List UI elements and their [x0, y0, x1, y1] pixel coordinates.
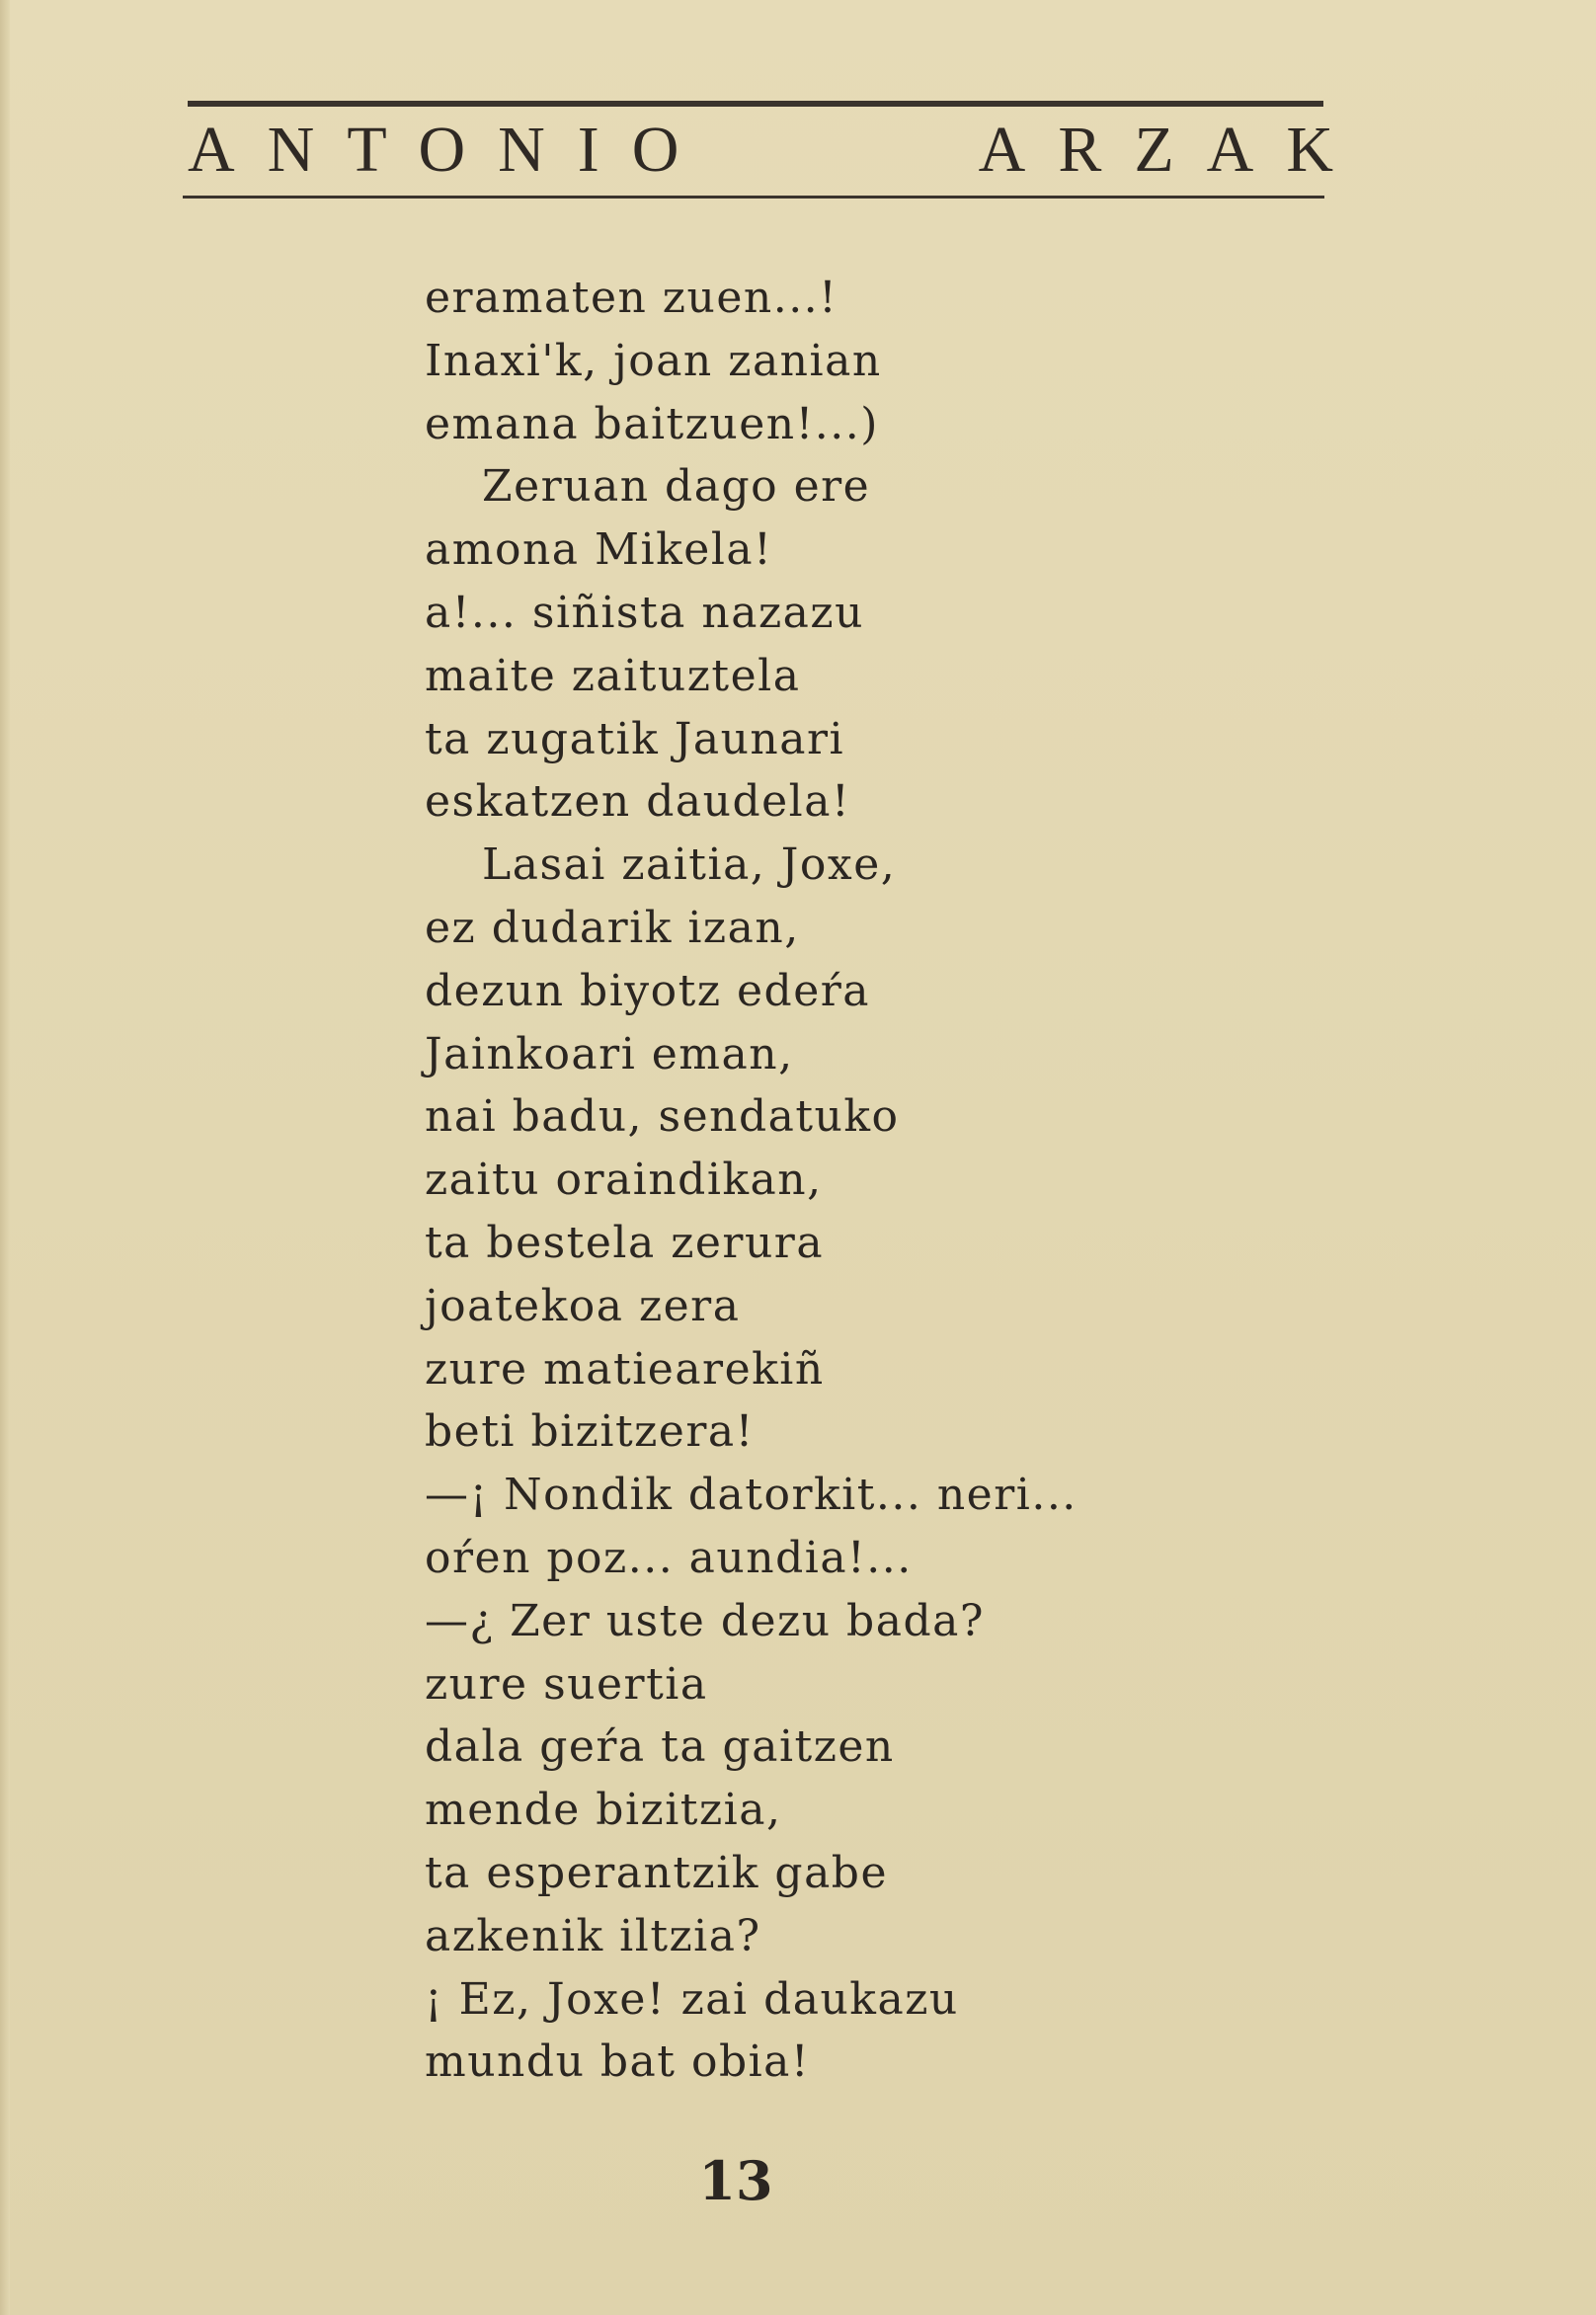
poem-line: zaitu oraindikan,	[425, 1155, 823, 1206]
poem-line: —¡ Nondik datorkit... neri...	[425, 1470, 1077, 1521]
poem-line: Lasai zaitia, Joxe,	[482, 839, 897, 891]
poem-line: Zeruan dago ere	[482, 461, 871, 513]
poem-line: nai badu, sendatuko	[425, 1091, 900, 1143]
poem-line: mende bizitzia,	[425, 1785, 782, 1836]
poem-line: zure suertia	[425, 1658, 708, 1710]
poem-text	[425, 267, 1215, 2094]
poem-line: ez dudarik izan,	[425, 902, 800, 953]
poem-line: eskatzen daudela!	[425, 776, 851, 828]
header-top-rule	[188, 101, 1323, 107]
poem-line: amona Mikela!	[425, 524, 773, 576]
author-last-name: ARZAK	[978, 114, 1366, 186]
poem-line: eramaten zuen...!	[425, 273, 838, 323]
header-bottom-rule	[183, 196, 1324, 199]
poem-line: ta zugatik Jaunari	[425, 713, 845, 764]
poem-line: dezun biyotz edeŕa	[425, 965, 870, 1016]
poem-line: ta bestela zerura	[425, 1217, 825, 1268]
page-number: 13	[698, 2149, 773, 2212]
running-head	[188, 111, 1366, 190]
poem-line: joatekoa zera	[425, 1280, 741, 1331]
poem-line: emana baitzuen!...)	[425, 398, 879, 449]
poem-line: Jainkoari eman,	[425, 1028, 794, 1079]
poem-line: beti bizitzera!	[425, 1406, 755, 1458]
poem-line: ta esperantzik gabe	[425, 1847, 889, 1898]
poem-line: —¿ Zer uste dezu bada?	[425, 1595, 985, 1646]
poem-line: dala geŕa ta gaitzen	[425, 1721, 895, 1773]
poem-line: azkenik iltzia?	[425, 1910, 761, 1961]
author-first-name: ANTONIO	[188, 114, 712, 186]
page-edge-shadow	[0, 0, 10, 2315]
poem-line: a!... siñista nazazu	[425, 587, 864, 638]
poem-line: mundu bat obia!	[425, 2036, 811, 2088]
poem-line: ¡ Ez, Joxe! zai daukazu	[425, 1973, 959, 2025]
poem-line: oŕen poz... aundia!...	[425, 1532, 913, 1583]
poem-line: maite zaituztela	[425, 650, 801, 701]
poem-line: zure matiearekiñ	[425, 1343, 825, 1395]
poem-line: Inaxi'k, joan zanian	[425, 335, 882, 386]
